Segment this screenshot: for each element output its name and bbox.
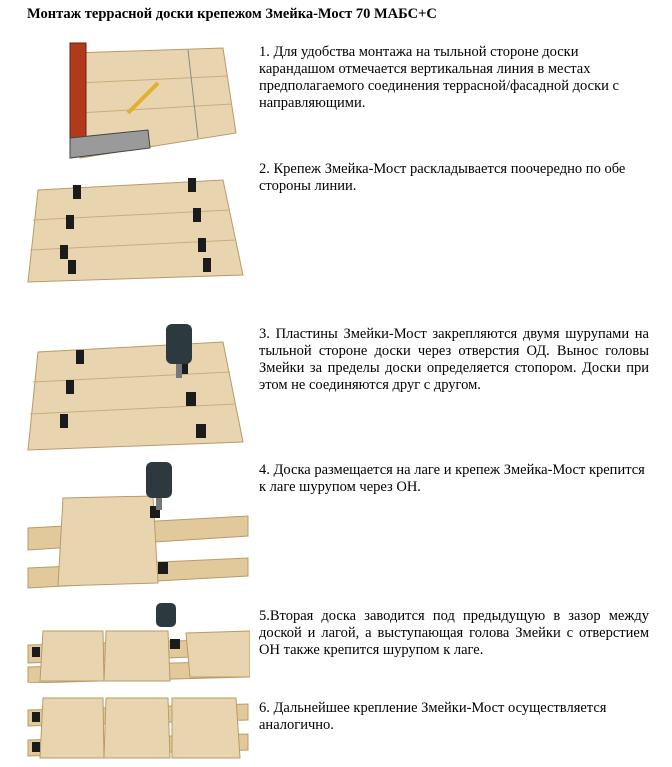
step-3-text: 3. Пластины Змейки-Мост закрепляются двумя шурупами на тыльной стороне доски через отверстия ОД. Вынос головы Змейки за пределы доски определяется стопором. Доски при этом не соединяются друг с другом.: [259, 326, 649, 393]
illustration-continued-fastening: [18, 692, 250, 762]
illustration-marking-line: [18, 38, 250, 163]
step-4-text: 4. Доска размещается на лаге и крепеж Змейка-Мост крепится к лаге шурупом через ОН.: [259, 462, 645, 495]
illustration-clips-laid-out: [18, 170, 250, 290]
illustration-screwing-clips: [18, 322, 250, 457]
illustration-second-board: [18, 603, 250, 683]
illustration-board-on-joist: [18, 458, 250, 593]
step-2-text: 2. Крепеж Змейка-Мост раскладывается поочередно по обе стороны линии.: [259, 161, 626, 194]
page-title: Монтаж террасной доски крепежом Змейка-Мост 70 МАБС+С: [27, 6, 437, 22]
step-5-text: 5.Вторая доска заводится под предыдущую в зазор между доской и лагой, а выступающая голова Змейки с отверстием ОН также крепится шурупом к лаге.: [259, 608, 649, 658]
step-1-text: 1. Для удобства монтажа на тыльной стороне доски карандашом отмечается вертикальная линия в местах предполагаемого соединения террасной/фасадной доски с направляющими.: [259, 44, 619, 111]
step-6-text: 6. Дальнейшее крепление Змейки-Мост осуществляется аналогично.: [259, 700, 607, 733]
